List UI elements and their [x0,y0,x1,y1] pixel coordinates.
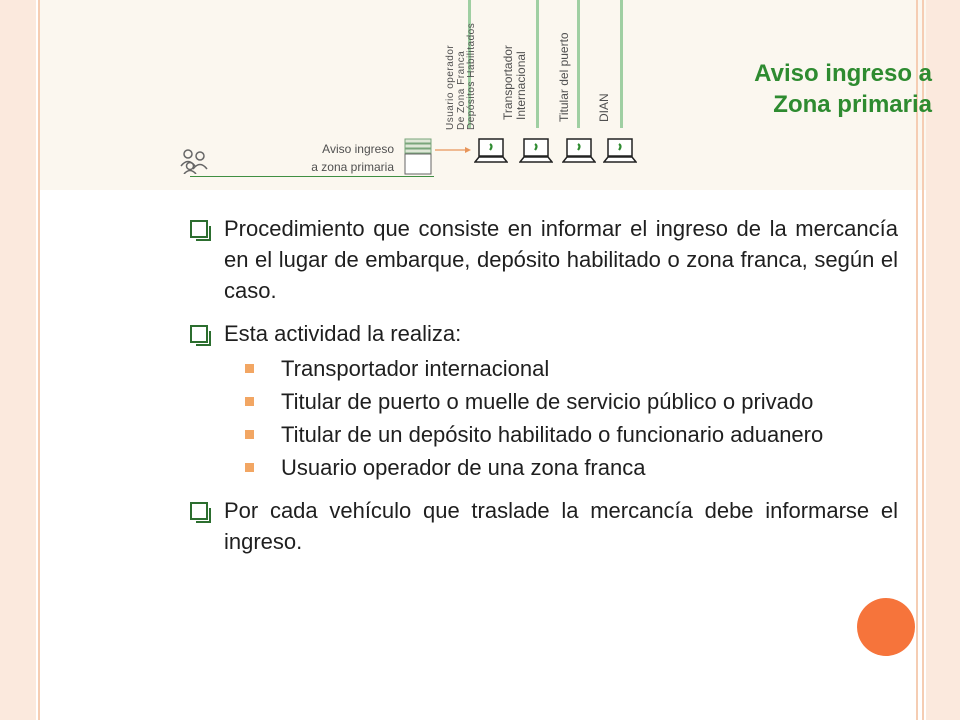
list-item: Titular de un depósito habilitado o funcionario aduanero [245,419,898,450]
divider-dian [620,0,623,128]
square-bullet-icon [245,397,254,406]
list-item: Transportador internacional [245,353,898,384]
laptop-icon [519,138,553,164]
bullet-paragraph [190,318,898,349]
bullet-paragraph [190,495,898,557]
divider-transportador [536,0,539,128]
actor-usuario: Usuario operador De Zona Franca Depósitos Habilitados [445,22,477,130]
actor-transportador: Transportador Internacional [501,45,528,120]
checkbox-bullet-icon [190,220,208,238]
divider-titular [577,0,580,128]
square-bullet-icon [245,463,254,472]
decorative-circle [857,598,915,656]
checkbox-bullet-icon [190,325,208,343]
laptop-icon [603,138,637,164]
paragraph-text: Por cada vehículo que traslade la mercancía debe informarse el ingreso. [224,498,898,554]
diagram-underline [190,176,434,177]
actor-dian: DIAN [597,93,611,122]
square-bullet-icon [245,364,254,373]
laptop-icon [562,138,596,164]
document-icon [404,138,432,176]
slide-body [190,213,898,569]
aviso-label: Aviso ingreso a zona primaria [311,142,394,174]
slide-title: Aviso ingreso a Zona primaria [754,60,932,119]
paragraph-text: Esta actividad la realiza: [224,321,462,346]
left-border-stripe [0,0,36,720]
checkbox-bullet-icon [190,502,208,520]
people-icon [180,148,210,174]
actor-titular: Titular del puerto [557,32,571,122]
laptop-icon [474,138,508,164]
paragraph-text: Procedimiento que consiste en informar el ingreso de la mercancía en el lugar de embarque, depósito habilitado o zona franca, según el caso. [224,216,898,303]
bullet-paragraph [190,213,898,306]
list-item: Titular de puerto o muelle de servicio público o privado [245,386,898,417]
square-bullet-icon [245,430,254,439]
list-item: Usuario operador de una zona franca [245,452,898,483]
arrow-icon [435,145,471,155]
